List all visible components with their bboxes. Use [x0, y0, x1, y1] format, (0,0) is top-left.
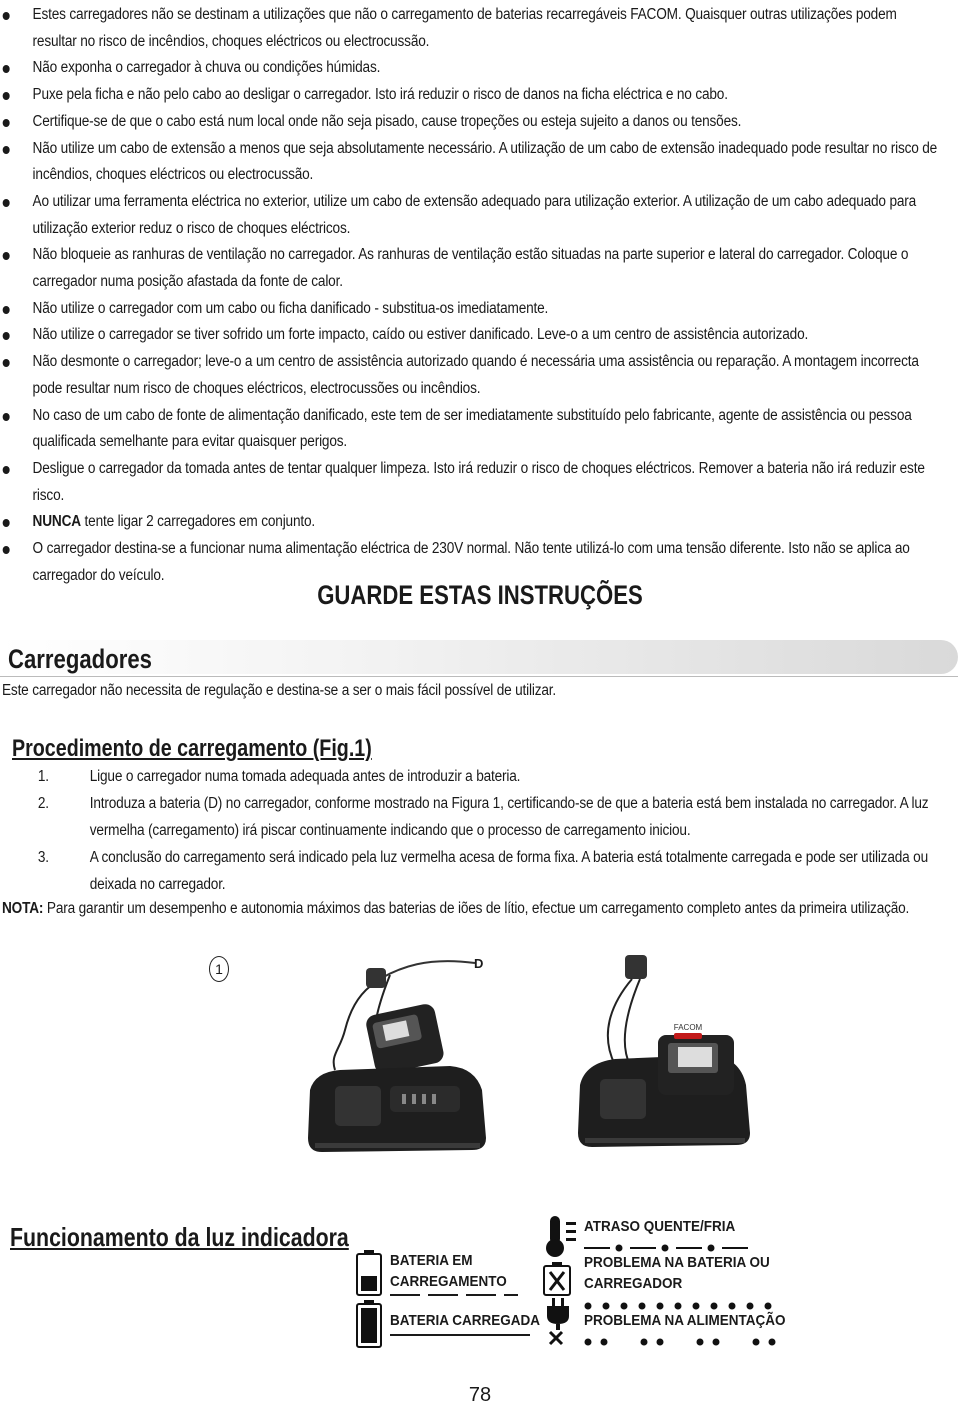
list-item: [0, 403, 942, 456]
step-number: 2.: [37, 795, 49, 812]
step-item: [0, 790, 942, 844]
charger-photo-right: [570, 945, 755, 1150]
battery-error-icon: [542, 1262, 572, 1296]
bullet-dot: [3, 146, 10, 154]
nota-label: NOTA:: [2, 900, 44, 917]
bullet-text: Certifique-se de que o cabo está num local onde não seja pisado, cause tropeções ou esteja sujeito a danos ou tensões.: [32, 112, 742, 130]
solid-line: [390, 1334, 530, 1336]
step-text: Ligue o carregador numa tomada adequada antes de introduzir a bateria.: [89, 768, 521, 785]
bullet-dot: [3, 119, 10, 127]
bullet-text: Não desmonte o carregador; leve-o a um centro de assistência autorizado quando é necessária uma assistência ou reparação. A montagem incorrecta pode resultar num risco de choques eléctricos, electrocussões ou incêndios.: [32, 353, 919, 397]
bullet-dot: [3, 466, 10, 474]
list-item: [0, 322, 942, 349]
list-item: [0, 2, 942, 55]
bullet-dot: [3, 519, 10, 527]
bullet-dot: [3, 306, 10, 314]
battery-full-icon: [356, 1300, 382, 1348]
bullet-text: Não utilize o carregador com um cabo ou ficha danificado - substitua-os imediatamente.: [32, 299, 549, 317]
dots-icon: [584, 1301, 784, 1311]
bullet-text: Não utilize o carregador se tiver sofrido um forte impacto, caído ou estiver danificado. Leve-o a um centro de assistência autorizado.: [32, 326, 809, 344]
step-text: Introduza a bateria (D) no carregador, conforme mostrado na Figura 1, certificando-se de que a bateria está bem instalada no carregador. A luz vermelha (carregamento) irá piscar continuamente indicando que o processo de carregamento iniciou.: [89, 795, 929, 839]
procedimento-heading: Procedimento de carregamento (Fig.1): [12, 735, 372, 762]
thermometer-icon: [544, 1214, 580, 1260]
bullet-dot: [3, 413, 10, 421]
bullet-text: No caso de um cabo de fonte de alimentação danificado, este tem de ser imediatamente substituído pelo fabricante, agente de assistência ou pessoa qualificada semelhante para evitar quaisquer perigos.: [32, 406, 912, 451]
bullet-text: Não utilize um cabo de extensão a menos que seja absolutamente necessário. A utilização de um cabo de extensão inadequado pode resultar no risco de incêndios, choques eléctricos ou electrocussão.: [32, 139, 938, 184]
bullet-text: Ao utilizar uma ferramenta eléctrica no exterior, utilize um cabo de extensão adequado para utilização exterior. A utilização de um cabo adequado para utilização exterior reduz o risco de choques eléctricos.: [32, 192, 917, 237]
bullet-text: Desligue o carregador da tomada antes de tentar qualquer limpeza. Isto irá reduzir o risco de choques eléctricos. Remover a bateria não irá reduzir este risco.: [32, 459, 925, 504]
bullet-dot: [3, 199, 10, 207]
nota-paragraph: [2, 896, 944, 922]
list-item: [0, 296, 942, 323]
safety-bullet-list: [0, 2, 942, 589]
label-charged: BATERIA CARREGADA: [390, 1312, 541, 1329]
label-charging-2: CARREGAMENTO: [390, 1273, 507, 1290]
dash: [390, 1294, 420, 1296]
dash: [504, 1294, 518, 1296]
dash: [428, 1294, 458, 1296]
divider: [0, 676, 958, 677]
figure-label-d: D: [474, 956, 484, 971]
brand-label: FACOM: [673, 1023, 703, 1032]
bullet-dot: [3, 252, 10, 260]
label-charging-1: BATERIA EM: [390, 1252, 473, 1269]
bullet-text: O carregador destina-se a funcionar numa alimentação eléctrica de 230V normal. Não tente utilizá-lo com uma tensão diferente. Isto não se aplica ao carregador do veículo.: [32, 540, 910, 584]
list-item: [0, 189, 942, 242]
list-item: [0, 109, 942, 136]
indicator-heading: Funcionamento da luz indicadora: [10, 1222, 349, 1252]
dash-dot-icon: [584, 1243, 754, 1253]
bullet-dot: [3, 92, 10, 100]
steps-list: [0, 763, 942, 898]
bullet-text: Não bloqueie as ranhuras de ventilação no carregador. As ranhuras de ventilação estão situadas na parte superior e lateral do carregador. Coloque o carregador numa posição afastada da fonte de calor.: [32, 246, 909, 291]
battery-charging-icon: [356, 1250, 382, 1296]
label-hot-cold: ATRASO QUENTE/FRIA: [584, 1218, 736, 1235]
step-number: 1.: [37, 768, 49, 785]
bullet-text: tente ligar 2 carregadores em conjunto.: [80, 513, 316, 531]
step-item: [0, 844, 942, 898]
list-item: [0, 509, 942, 536]
page-number: 78: [468, 1384, 492, 1406]
charger-photo-left: [300, 960, 495, 1155]
step-item: [0, 763, 942, 790]
label-problem-1: PROBLEMA NA BATERIA OU: [584, 1254, 770, 1271]
bullet-text: Estes carregadores não se destinam a utilizações que não o carregamento de baterias recarregáveis FACOM. Quaisquer outras utilizações podem resultar no risco de incêndios, choques eléctricos ou electrocussão.: [32, 6, 897, 50]
bullet-dot: [3, 359, 10, 367]
bullet-dot: [3, 332, 10, 340]
label-problem-2: CARREGADOR: [584, 1275, 683, 1292]
carregadores-intro: Este carregador não necessita de regulação e destina-se a ser o mais fácil possível de utilizar.: [2, 682, 557, 699]
plug-error-icon: [542, 1298, 574, 1346]
step-text: A conclusão do carregamento será indicado pela luz vermelha acesa de forma fixa. A bateria está totalmente carregada e pode ser utilizada ou deixada no carregador.: [89, 849, 929, 893]
list-item: [0, 55, 942, 82]
bullet-dot: [3, 65, 10, 73]
figure-number-circle: 1: [209, 956, 229, 982]
carregadores-heading: Carregadores: [8, 644, 152, 674]
bullet-text: Não exponha o carregador à chuva ou condições húmidas.: [32, 59, 381, 77]
list-item: [0, 136, 942, 189]
nunca-bold: NUNCA: [32, 513, 81, 531]
list-item: [0, 349, 942, 402]
list-item: [0, 82, 942, 109]
bullet-dot: [3, 546, 10, 554]
bullet-dot: [3, 12, 10, 20]
nota-text: Para garantir um desempenho e autonomia máximos das baterias de iões de lítio, efectue um carregamento completo antes da primeira utilização.: [43, 900, 910, 917]
label-power-problem: PROBLEMA NA ALIMENTAÇÃO: [584, 1312, 786, 1329]
dot-pairs-icon: [584, 1337, 784, 1347]
list-item: [0, 456, 942, 509]
dash: [466, 1294, 496, 1296]
list-item: [0, 242, 942, 295]
dot-pattern-2: [584, 1334, 784, 1352]
step-number: 3.: [37, 849, 49, 866]
bullet-text: Puxe pela ficha e não pelo cabo ao desligar o carregador. Isto irá reduzir o risco de danos na ficha eléctrica e no cabo.: [32, 86, 728, 104]
guarde-heading: GUARDE ESTAS INSTRUÇÕES: [317, 580, 643, 610]
